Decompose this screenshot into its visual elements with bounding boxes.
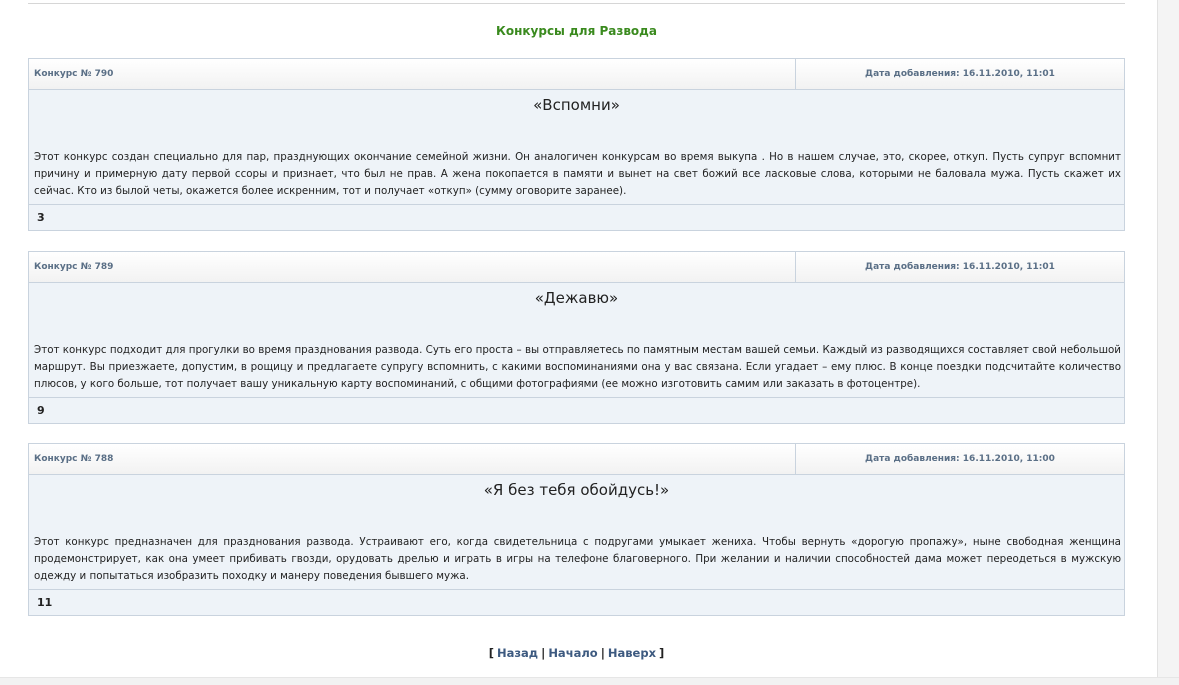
nav-separator: | [541, 646, 546, 660]
nav-open-bracket: [ [488, 646, 494, 660]
nav-back-link[interactable]: Назад [496, 646, 539, 660]
right-gutter [1157, 0, 1179, 685]
entry-rating: 3 [29, 204, 1124, 230]
entry-number: Конкурс № 789 [29, 252, 796, 282]
nav-top-link[interactable]: Наверх [607, 646, 657, 660]
entry-date: Дата добавления: 16.11.2010, 11:01 [865, 69, 1055, 79]
entry-heading: «Дежавю» [534, 289, 619, 307]
entry-heading: «Я без тебя обойдусь!» [483, 481, 670, 499]
entry-rating: 11 [29, 589, 1124, 615]
entry-text: Этот конкурс подходит для прогулки во время празднования развода. Суть его проста – вы отправляетесь по памятным местам вашей семьи. Каждый из разводящихся составляет свой небольшой маршрут. Вы приезжаете, допустим, в рощицу и предлагаете супругу вспомнить, с какими воспоминаниями она у вас связана. Если угадает – ему плюс. В конце поездки подсчитайте количество плюсов, у кого больше, тот получает вашу уникальную карту воспоминаний, с общими фотографиями (ее можно изготовить самим или заказать в фотоцентре). [34, 344, 1121, 390]
entry-rating: 9 [29, 397, 1124, 423]
entry-date: Дата добавления: 16.11.2010, 11:00 [865, 454, 1055, 464]
entry-header [29, 252, 1124, 283]
entry-text: Этот конкурс предназначен для празднования развода. Устраивают его, когда свидетельница с подругами умыкает жениха. Чтобы вернуть «дорогую пропажу», ныне свободная женщина продемонстрирует, как она умеет прибивать гвозди, орудовать дрелью и играть в игры на телефоне благоверного. При желании и наличии способностей дама может переодеться в мужскую одежду и попытаться изобразить походку и манеру поведения бывшего мужа. [34, 536, 1121, 582]
bottom-strip [0, 677, 1179, 685]
nav-close-bracket: ] [659, 646, 665, 660]
entry-header [29, 444, 1124, 475]
entry-heading: «Вспомни» [533, 96, 620, 114]
top-divider [28, 3, 1125, 4]
entry-header [29, 59, 1124, 90]
entry-body [29, 475, 1124, 589]
nav-separator: | [600, 646, 605, 660]
entry-body [29, 90, 1124, 204]
entry-text: Этот конкурс создан специально для пар, празднующих окончание семейной жизни. Он аналогичен конкурсам во время выкупа . Но в нашем случае, это, скорее, откуп. Пусть супруг вспомнит причину и примерную дату первой ссоры и признает, что был не прав. А жена покопается в памяти и вынет на свет божий все ласковые слова, которыми не баловала мужа. Пусть скажет их сейчас. Кто из былой четы, окажется более искренним, тот и получает «откуп» (сумму оговорите заранее). [34, 151, 1121, 197]
page-title: Конкурсы для Развода [496, 24, 657, 38]
nav-start-link[interactable]: Начало [548, 646, 598, 660]
entry-date: Дата добавления: 16.11.2010, 11:01 [865, 262, 1055, 272]
entry-number: Конкурс № 788 [29, 444, 796, 474]
contest-entry [28, 251, 1125, 424]
pagination-nav [28, 646, 1125, 660]
contest-entry [28, 58, 1125, 231]
contest-entry [28, 443, 1125, 616]
entry-body [29, 283, 1124, 397]
entry-number: Конкурс № 790 [29, 59, 796, 89]
